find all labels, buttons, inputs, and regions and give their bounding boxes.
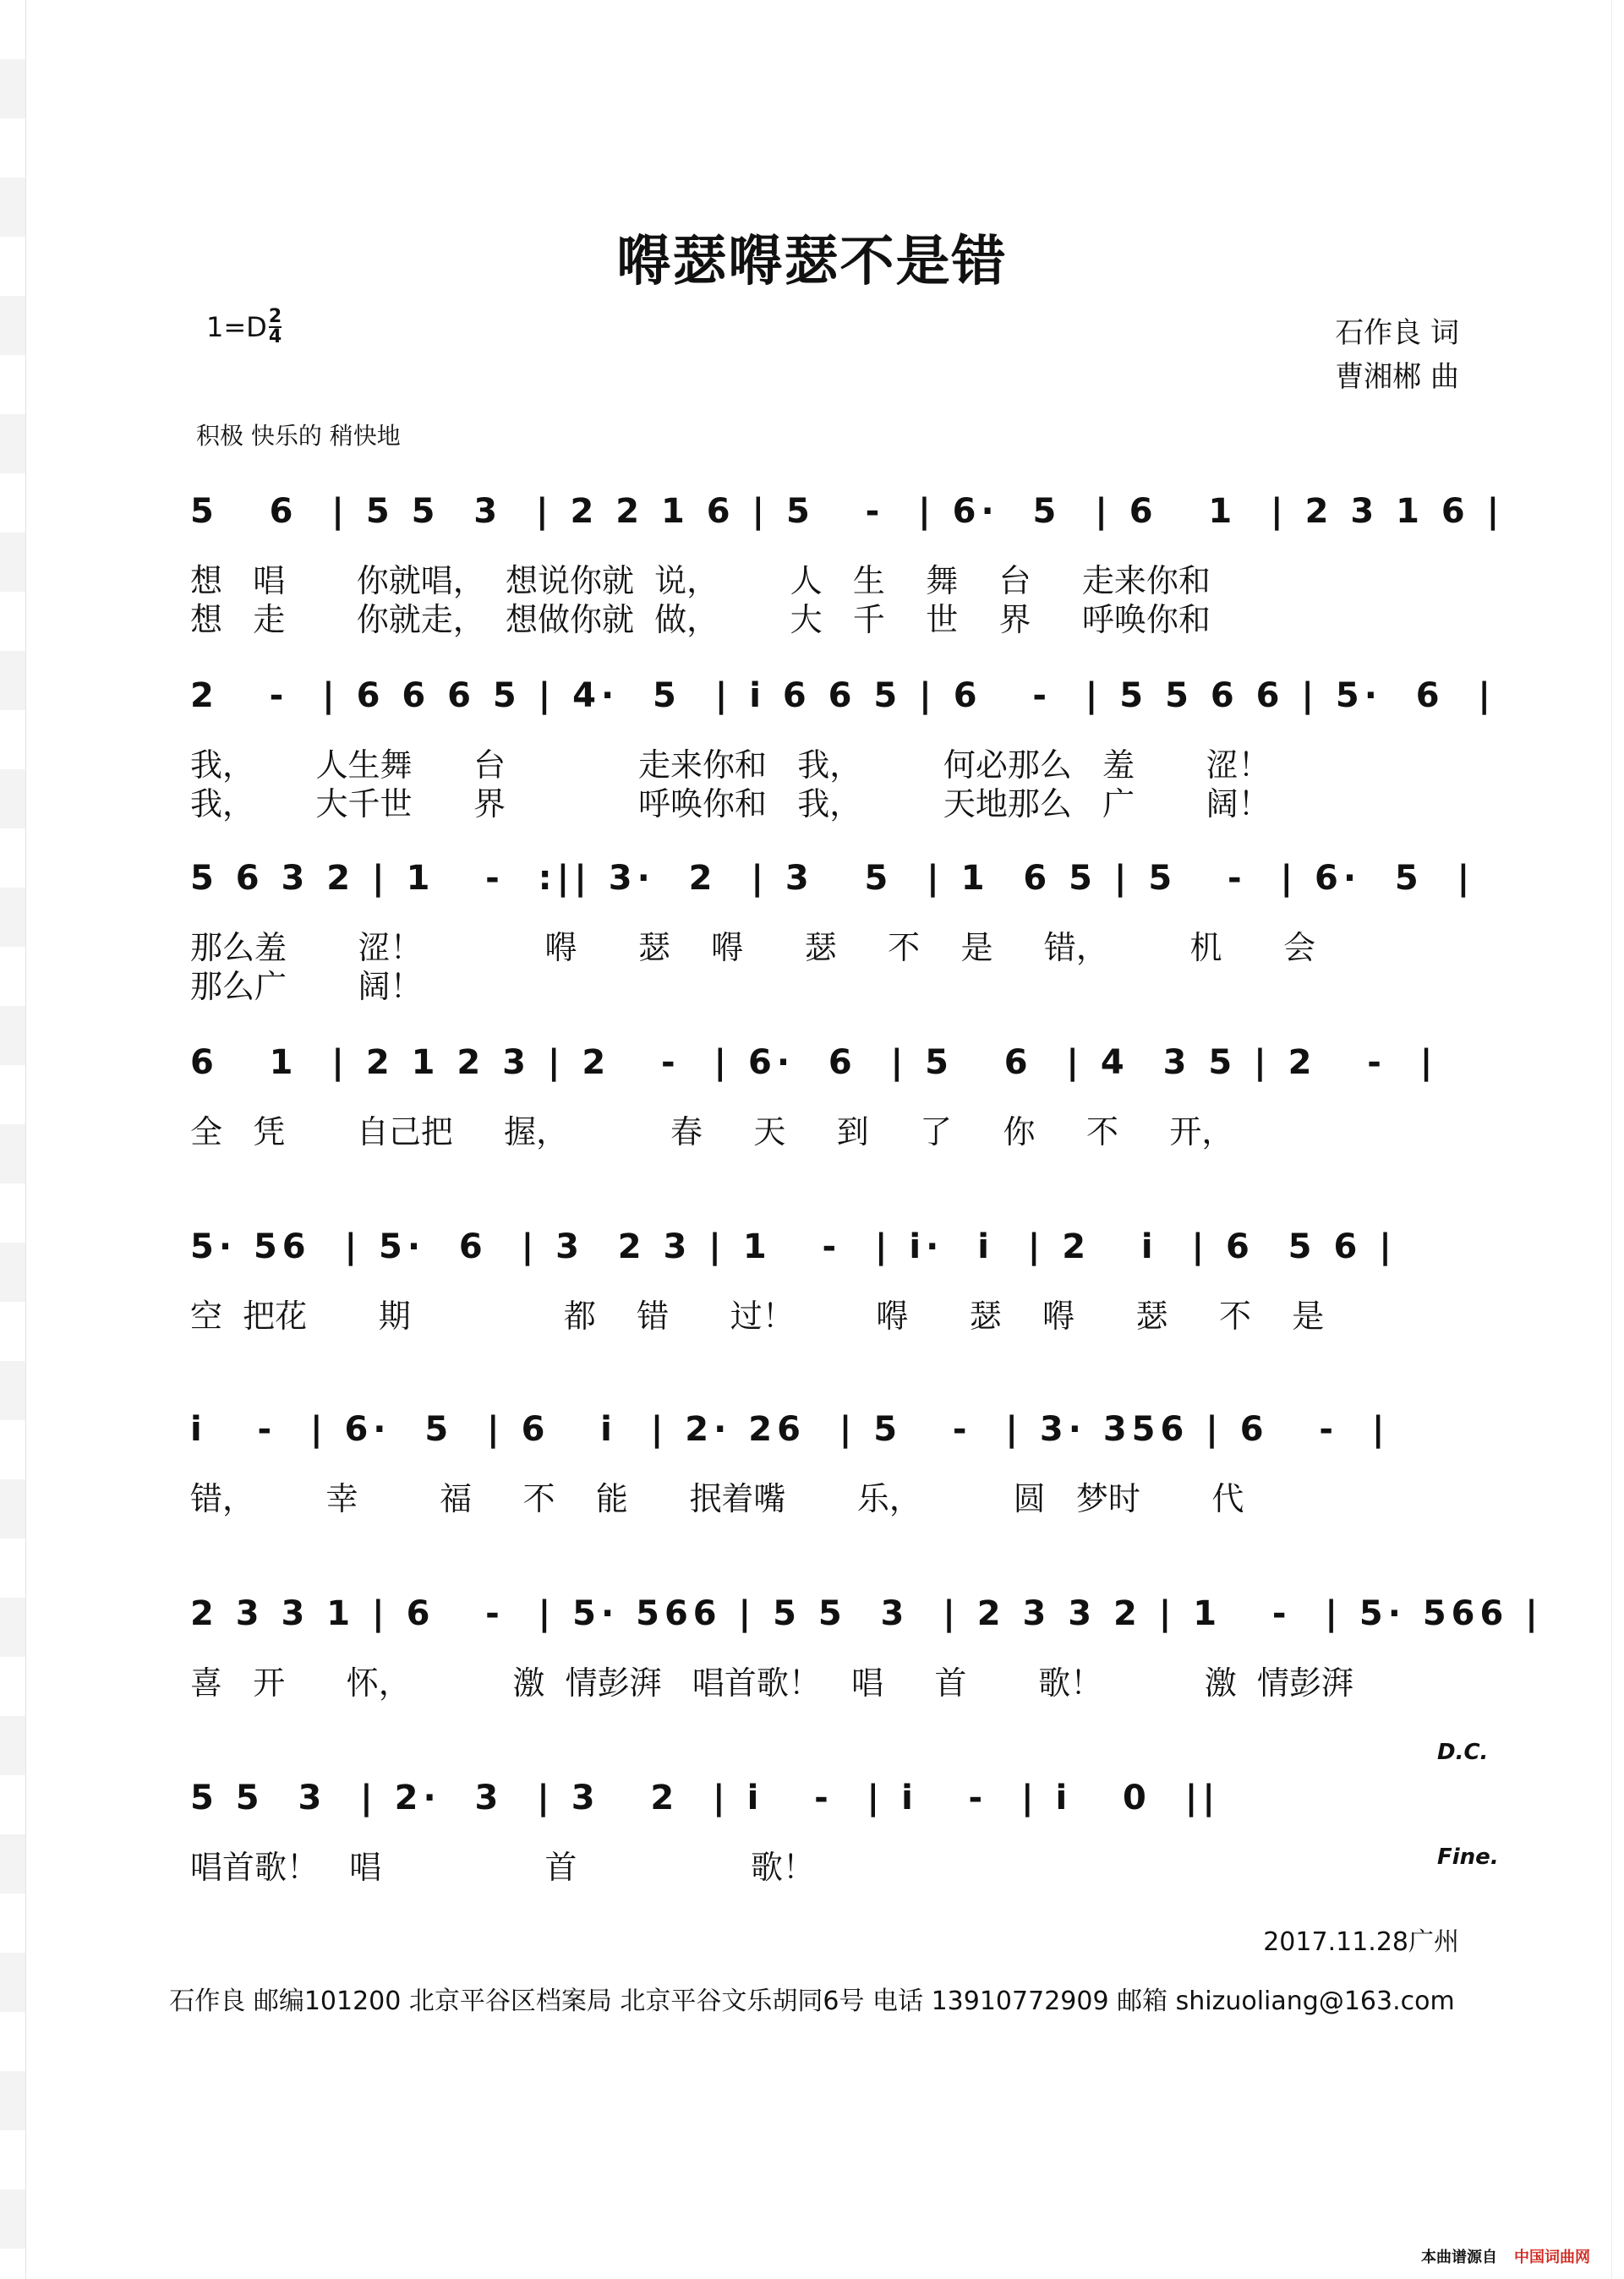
- lyrics-verse-1: 想 唱 你就唱， 想说你就 说， 人 生 舞 台 走来你和: [190, 562, 1211, 599]
- dc-mark: D.C.: [1437, 1740, 1489, 1765]
- notes-line: 2 3 3 1 | 6 - | 5· 566 | 5 5 3 | 2 3 3 2 | 1 - | 5· 566 |: [190, 1594, 1543, 1633]
- contact-info: 石作良 邮编101200 北京平谷区档案局 北京平谷文乐胡同6号 电话 13910772909 邮箱 shizuoliang@163.com: [169, 1987, 1455, 2016]
- score-row: [0, 676, 1624, 845]
- lyrics-verse-2: 我， 大千世 界 呼唤你和 我， 天地那么 广 阔！: [190, 785, 1271, 823]
- key-signature: [206, 308, 282, 347]
- key-label: 1=D: [206, 311, 267, 343]
- notes-line: 5· 56 | 5· 6 | 3 2 3 | 1 - | i· i | 2 i | 6 5 6 |: [190, 1227, 1397, 1266]
- notes-line: 2 - | 6 6 6 5 | 4· 5 | i 6 6 5 | 6 - | 5 5 6 6 | 5· 6 |: [190, 676, 1496, 715]
- source-credit: [1421, 2245, 1590, 2267]
- score-row: [0, 492, 1624, 661]
- lyrics-verse-1: 错， 幸 福 不 能 抿着嘴 乐， 圆 梦时 代: [190, 1480, 1244, 1517]
- lyrics-verse-1: 唱首歌！ 唱 首 歌！: [190, 1849, 815, 1886]
- score-row: [0, 859, 1624, 1028]
- lyrics-verse-1: 我， 人生舞 台 走来你和 我， 何必那么 羞 涩！: [190, 746, 1271, 784]
- credits: [1335, 311, 1459, 399]
- score-row: [0, 1043, 1624, 1212]
- composer: 曹湘郴 曲: [1335, 360, 1459, 394]
- lyrics-verse-2: 想 走 你就走， 想做你就 做， 大 千 世 界 呼唤你和: [190, 601, 1211, 638]
- date-place: 2017.11.28广州: [1263, 1927, 1459, 1957]
- lyricist: 石作良 词: [1335, 316, 1459, 350]
- score-row: [0, 1410, 1624, 1579]
- score-row: [0, 1227, 1624, 1396]
- lyrics-verse-1: 喜 开 怀， 激 情彭湃 唱首歌！ 唱 首 歌！ 激 情彭湃: [190, 1664, 1354, 1702]
- lyrics-verse-1: 空 把花 期 都 错 过！ 嘚 瑟 嘚 瑟 不 是: [190, 1298, 1325, 1335]
- notes-line: 6 1 | 2 1 2 3 | 2 - | 6· 6 | 5 6 | 4 3 5 | 2 - |: [190, 1043, 1438, 1082]
- time-denominator: 4: [268, 326, 282, 347]
- score-row: [0, 1594, 1624, 1763]
- notes-line: 5 5 3 | 2· 3 | 3 2 | i - | i - | i 0 ||: [190, 1779, 1220, 1817]
- time-numerator: 2: [268, 306, 282, 327]
- notes-line: i - | 6· 5 | 6 i | 2· 26 | 5 - | 3· 356 | 6 - |: [190, 1410, 1390, 1449]
- lyrics-verse-1: 那么羞 涩！ 嘚 瑟 嘚 瑟 不 是 错， 机 会: [190, 929, 1315, 966]
- notes-line: 5 6 3 2 | 1 - :|| 3· 2 | 3 5 | 1 6 5 | 5 - | 6· 5 |: [190, 859, 1475, 898]
- tempo-marking: 积极 快乐的 稍快地: [196, 422, 401, 450]
- notes-line: 5 6 | 5 5 3 | 2 2 1 6 | 5 - | 6· 5 | 6 1 | 2 3 1 6 |: [190, 492, 1505, 531]
- time-signature: [269, 308, 282, 347]
- source-label: 本曲谱源自: [1421, 2249, 1497, 2266]
- fine-mark: Fine.: [1437, 1845, 1499, 1870]
- lyrics-verse-1: 全 凭 自己把 握， 春 天 到 了 你 不 开，: [190, 1113, 1234, 1150]
- lyrics-verse-2: 那么广 阔！: [190, 968, 423, 1005]
- song-title: 嘚瑟嘚瑟不是错: [616, 231, 1008, 293]
- source-site: 中国词曲网: [1514, 2249, 1590, 2266]
